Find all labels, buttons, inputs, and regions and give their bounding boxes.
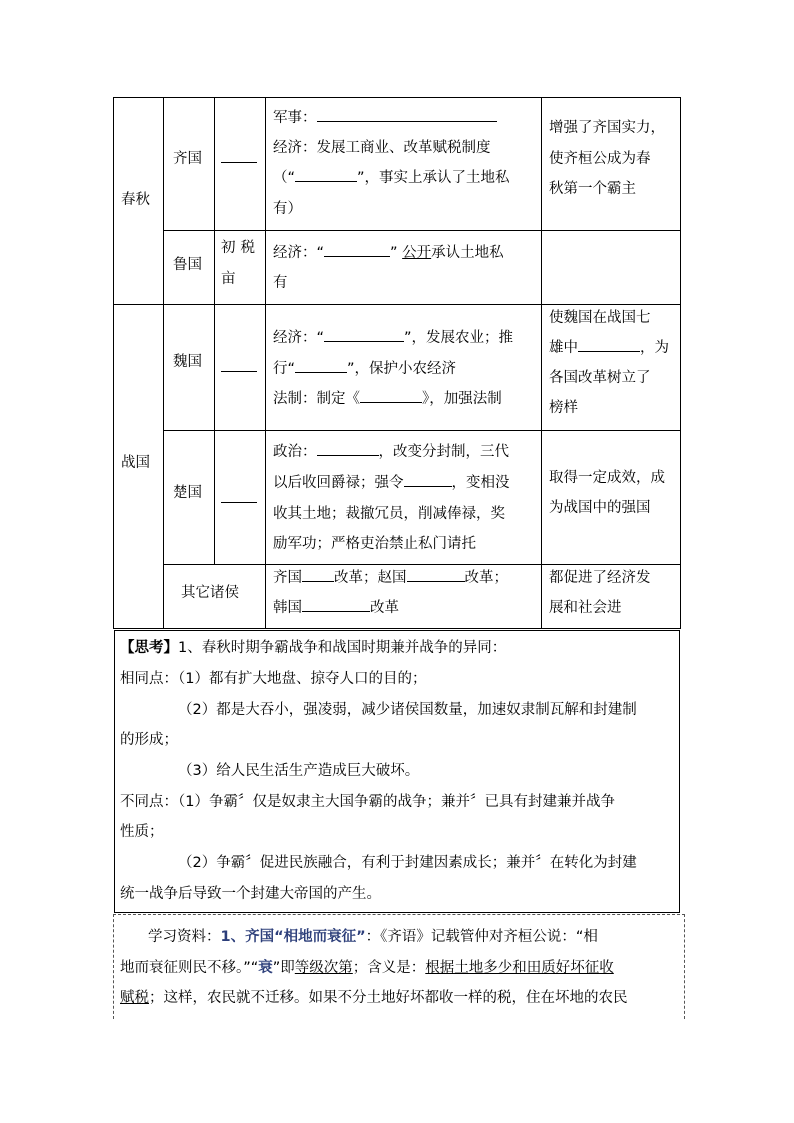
think-same-1: 相同点：（1）都有扩大地盘、掠夺人口的目的； <box>120 671 427 687</box>
state-wei: 魏国 <box>173 354 202 370</box>
reform-blank-qi <box>221 144 257 174</box>
qi-economy-3: 有） <box>273 201 302 217</box>
state-lu: 鲁国 <box>173 257 202 273</box>
reform-blank-chu <box>221 484 257 514</box>
think-question: 【思考】1、春秋时期争霸战争和战国时期兼并战争的异同： <box>120 640 507 656</box>
chu-effect-2: 为战国中的强国 <box>549 500 651 516</box>
think-same-2a: （2）都是大吞小，强凌弱，减少诸侯国数量，加速奴隶制瓦解和封建制 <box>178 702 637 718</box>
others-effect-2: 展和社会进 <box>549 600 622 616</box>
study-line-2: 地而衰征则民不移。”“衰”即等级次第；含义是：根据土地多少和田质好坏征收 <box>120 960 614 976</box>
state-chu: 楚国 <box>173 485 202 501</box>
qi-effect-1: 增强了齐国实力， <box>549 120 665 136</box>
think-diff-2b: 统一战争后导致一个封建大帝国的产生。 <box>120 886 381 902</box>
qi-effect-2: 使齐桓公成为春 <box>549 151 651 167</box>
think-diff-1b: 性质； <box>120 824 164 840</box>
study-line-1: 学习资料：1、齐国“相地而衰征”：《齐语》记载管仲对齐桓公说：“相 <box>148 929 598 945</box>
study-line-3: 赋税；这样，农民就不迁移。如果不分土地好坏都收一样的税，住在坏地的农民 <box>120 990 628 1006</box>
others-line-1: 齐国 改革；赵国 改革； <box>273 563 508 593</box>
others-line-2: 韩国 改革 <box>273 593 399 623</box>
chu-line-3: 收其土地；裁撤冗员，削减俸禄，奖 <box>273 506 505 522</box>
state-qi: 齐国 <box>173 151 202 167</box>
qi-effect-3: 秋第一个霸主 <box>549 181 636 197</box>
think-diff-2a: （2）争霸〞促进民族融合，有利于封建因素成长；兼并〞在转化为封建 <box>178 855 637 871</box>
lu-economy-1: 经济：“ ” 公开承认土地私 <box>273 238 504 268</box>
period-warring-states: 战国 <box>121 455 150 471</box>
think-same-2b: 的形成； <box>120 732 178 748</box>
lu-economy-2: 有 <box>273 275 288 291</box>
others-effect-1: 都促进了经济发 <box>549 570 651 586</box>
wei-line-2: 行“ ”，保护小农经济 <box>273 354 456 384</box>
chu-line-1: 政治： ，改变分封制，三代 <box>273 437 509 467</box>
think-diff-1a: 不同点：（1）争霸〞仅是奴隶主大国争霸的战争；兼并〞已具有封建兼并战争 <box>120 794 615 810</box>
wei-effect-3: 各国改革树立了 <box>549 370 651 386</box>
chu-line-2: 以后收回爵禄；强令 ，变相没 <box>273 468 510 498</box>
qi-economy-1: 经济：发展工商业、改革赋税制度 <box>273 140 491 156</box>
chu-effect-1: 取得一定成效，成 <box>549 470 665 486</box>
think-same-3: （3）给人民生活生产造成巨大破坏。 <box>178 763 420 779</box>
wei-effect-2: 雄中 ，为 <box>549 333 669 363</box>
wei-line-1: 经济：“ ”，发展农业；推 <box>273 323 513 353</box>
wei-line-3: 法制：制定《 》，加强法制 <box>273 384 502 414</box>
reform-blank-wei <box>221 353 257 383</box>
wei-effect-1: 使魏国在战国七 <box>549 310 651 326</box>
chu-line-4: 励军功；严格吏治禁止私门请托 <box>273 536 476 552</box>
wei-effect-4: 榜样 <box>549 400 578 416</box>
period-spring-autumn: 春秋 <box>121 192 150 208</box>
reform-lu-2: 亩 <box>221 271 236 287</box>
qi-economy-2: （“ ”，事实上承认了土地私 <box>273 163 510 193</box>
reform-lu-1: 初税 <box>221 240 260 256</box>
other-states-label: 其它诸侯 <box>181 585 239 601</box>
qi-military: 军事： <box>273 103 497 133</box>
